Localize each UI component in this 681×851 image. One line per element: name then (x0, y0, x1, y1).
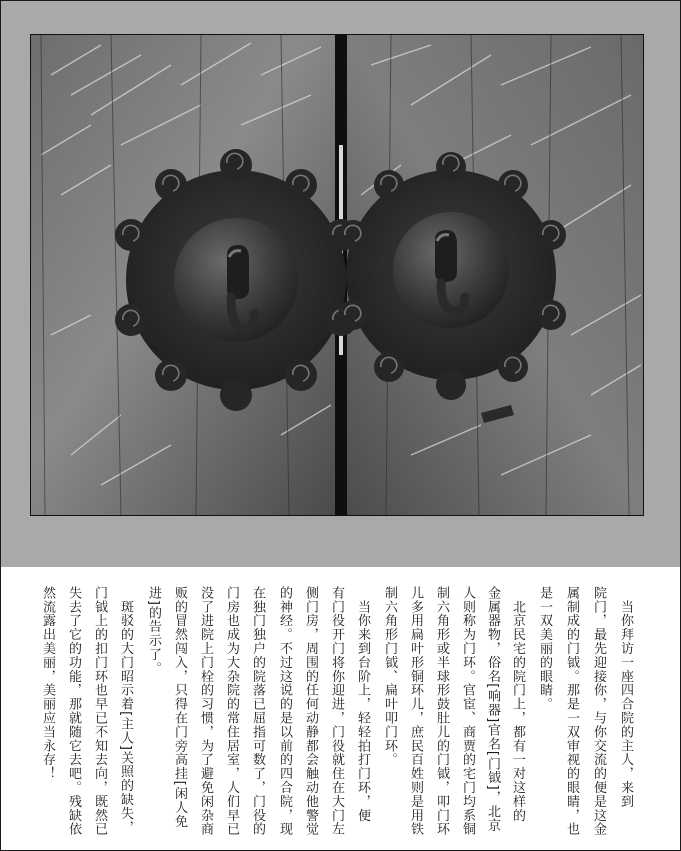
text-column: 进]的告示了。 (146, 586, 161, 676)
text-column: 失去了它的功能，那就随它去吧。残缺依 (66, 586, 81, 837)
text-column: 院门，最先迎接你，与你交流的便是这金 (591, 586, 606, 837)
text-column: 是一双美丽的眼睛。 (537, 586, 552, 712)
text-column: 侧门房，周围的任何动静都会触动他警觉 (303, 586, 318, 837)
text-column: 斑驳的大门昭示着[主人]关照的缺失， (118, 586, 133, 835)
text-column: 人则称为门环。官宦、商贾的宅门均系铜 (460, 586, 475, 837)
text-column: 门钺上的扣门环也早已不知去向，既然已 (92, 586, 107, 837)
text-column: 制六角形门钺、扁叶叩门环。 (382, 586, 397, 767)
text-column: 属制成的门钺。那是一双审视的眼睛，也 (564, 586, 579, 837)
text-column: 没了进院上门栓的习惯，为了避免闲杂商 (198, 586, 213, 837)
door-knocker-photo (30, 34, 644, 516)
text-column: 门房也成为大杂院的常住居室，人们早已 (224, 586, 239, 837)
text-column: 在独门独户的院落已屈指可数了，门役的 (250, 586, 265, 837)
text-column: 的神经。不过这说的是以前的四合院，现 (277, 586, 292, 837)
text-column: 当你拜访一座四合院的主人，来到 (618, 586, 633, 809)
text-column: 北京民宅的院门上，都有一对这样的 (510, 586, 525, 823)
text-column: 有门役开门将你迎进，门役就住在大门左 (329, 586, 344, 837)
text-column: 金属器物，俗名[响器]官名[门钺]，北京 (485, 586, 500, 833)
article-text (1, 568, 680, 849)
text-column: 制六角形或半球形鼓肚儿的门钺，叩门环 (434, 586, 449, 837)
text-column: 当你来到台阶上，轻轻拍打门环，便 (355, 586, 370, 823)
text-column: 贩的冒然闯入，只得在门旁高挂[闲人免 (172, 586, 187, 829)
photo-panel (1, 1, 680, 567)
text-column: 然流露出美丽，美丽应当永存！ (40, 586, 55, 781)
text-column: 儿多用扁叶形铜环儿，庶民百姓则是用铁 (408, 586, 423, 837)
